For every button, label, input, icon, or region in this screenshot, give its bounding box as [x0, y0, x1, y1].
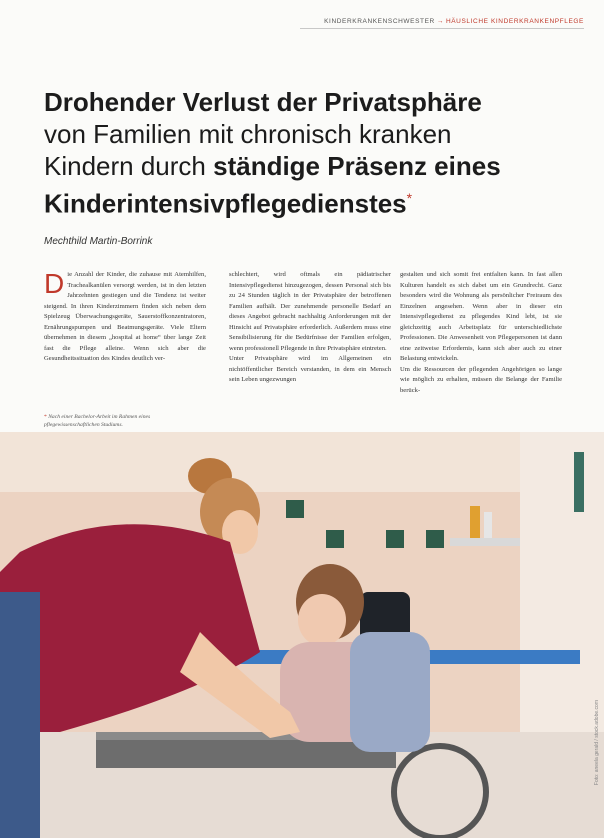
page-header: [324, 18, 584, 25]
drop-cap: D: [44, 270, 65, 299]
title-line-1: Drohender Verlust der Privatsphäre: [44, 87, 482, 117]
title-line-4: Kinderintensivpflegedienstes: [44, 188, 407, 219]
column-1-text: ie Anzahl der Kinder, die zuhause mit Atemhilfen, Trachealkanülen versorgt werden, ist in den letzten Jahrzehnten gestiegen und die Tendenz ist weiter steigend. In ihren Kinderzimmern finden sich neben dem Spielzeug Überwachungsgeräte, Sauerstoffkonzentratoren, Ernährungspumpen und Beatmungsgeräte. Viele Eltern übernehmen in diesem „hospital at home“ über lange Zeit fast die Pflege alleine. Wenn sich aber die Gesundheitssituation des Kindes deutlich ver-: [44, 271, 206, 362]
body-column-3: gestalten und sich somit frei entfalten kann. In fast allen Kulturen handelt es sich dabei um ein Grundrecht. Ganz besonders wird die Wohnung als persönlicher Freiraum des Einzelnen angesehen. Wenn aber in dieser ein Intensivpflegedienst zu pflegendes Kind lebt, ist sie gleichzeitig auch Arbeitsplatz für unterschiedlichste Professionen. Die Anwesenheit von Pflegepersonen ist dann eine zeitweise Erfordernis, kann sich aber auch zu einer Belastung entwickeln. Um die Ressourcen der pflegenden Angehörigen so lange wie möglich zu erhalten, müssen die Belange der Familie berück-: [400, 271, 562, 394]
footnote-text: Nach einer Bachelor-Arbeit im Rahmen eines pflegewissenschaftlichen Studiums.: [44, 414, 151, 428]
title-line-3b: ständige Präsenz eines: [213, 151, 501, 181]
photo-illustration: [0, 432, 604, 838]
author-name: Mechthild Martin-Borrink: [44, 236, 153, 247]
header-separator: →: [436, 18, 444, 25]
section-name: HÄUSLICHE KINDERKRANKENPFLEGE: [445, 18, 584, 25]
header-rule: [300, 28, 584, 29]
title-footnote-mark: *: [406, 190, 413, 206]
title-line-3a: Kindern durch: [44, 151, 214, 181]
journal-name: KINDERKRANKENSCHWESTER: [324, 18, 435, 25]
article-title: [44, 86, 564, 220]
footnote-mark: *: [44, 414, 47, 420]
article-photo: [0, 432, 604, 838]
body-column-1: [44, 270, 206, 430]
photo-credit: Foto: aneela gerald / stock.adobe.com: [594, 700, 600, 786]
title-line-2: von Familien mit chronisch kranken: [44, 119, 452, 149]
footnote: [44, 414, 206, 429]
body-column-2: schlechtert, wird oftmals ein pädiatrischer Intensivpflegedienst hinzugezogen, dessen Personal sich bis zu 24 Stunden täglich in der Privatsphäre der betroffenen Familien aufhält. Der zunehmende personelle Bedarf an dieses Angebot gebracht nachhaltig Anforderungen mit der Hinsicht auf Privatsphäre erforderlich. Außerdem muss eine Sensibilisierung für die Bedürfnisse der Familien erfolgen, wenn professionell Pflegende in ihre Privatsphäre eintreten. Unter Privatsphäre wird im Allgemeinen ein nichtöffentlicher Bereich verstanden, in dem ein Mensch sein Leben ungezwungen: [229, 271, 391, 383]
